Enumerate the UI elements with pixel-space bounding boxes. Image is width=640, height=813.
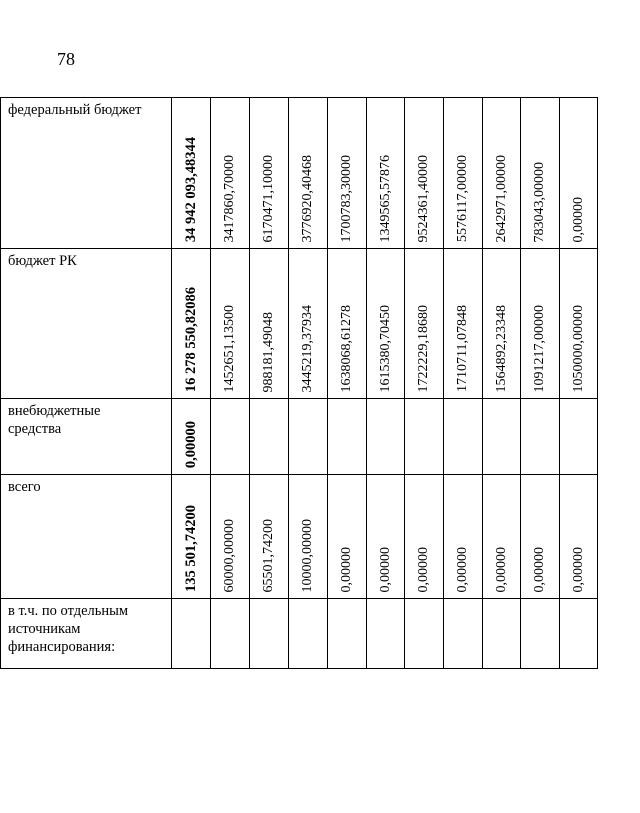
value-cell bbox=[444, 599, 483, 669]
value-cell bbox=[328, 475, 367, 599]
total-value: 0,00000 bbox=[183, 420, 199, 468]
value-cell bbox=[289, 599, 328, 669]
value-cell bbox=[521, 599, 560, 669]
row-label bbox=[1, 399, 172, 475]
value-cell bbox=[521, 399, 560, 475]
table-row-total bbox=[1, 475, 598, 599]
value-cell bbox=[328, 249, 367, 399]
value-cell bbox=[289, 399, 328, 475]
cell-value: 783043,00000 bbox=[532, 161, 547, 242]
value-cell bbox=[444, 475, 483, 599]
value-cell bbox=[328, 98, 367, 249]
value-cell bbox=[211, 399, 250, 475]
value-cell bbox=[211, 98, 250, 249]
financing-table bbox=[0, 97, 598, 669]
value-cell bbox=[560, 475, 598, 599]
cell-value: 0,00000 bbox=[570, 196, 586, 242]
total-cell bbox=[172, 98, 211, 249]
cell-value: 60000,00000 bbox=[222, 518, 237, 592]
cell-value: 0,00000 bbox=[570, 546, 586, 592]
cell-value: 3776920,40468 bbox=[300, 154, 315, 242]
value-cell bbox=[367, 599, 405, 669]
table-row-extrabudgetary bbox=[1, 399, 598, 475]
cell-value: 988181,49048 bbox=[261, 311, 276, 392]
cell-value: 1615380,70450 bbox=[377, 304, 393, 392]
value-cell bbox=[560, 399, 598, 475]
value-cell bbox=[211, 599, 250, 669]
value-cell bbox=[521, 249, 560, 399]
value-cell bbox=[289, 249, 328, 399]
cell-value: 1091217,00000 bbox=[532, 304, 547, 392]
total-value: 34 942 093,48344 bbox=[183, 136, 199, 242]
cell-value: 0,00000 bbox=[416, 546, 431, 592]
value-cell bbox=[250, 475, 289, 599]
value-cell bbox=[521, 98, 560, 249]
value-cell bbox=[250, 599, 289, 669]
row-label-line: финансирования: bbox=[8, 639, 116, 655]
row-label-line: в т.ч. по отдельным bbox=[8, 603, 129, 619]
row-label-line: всего bbox=[8, 479, 41, 495]
cell-value: 1710711,07848 bbox=[455, 305, 470, 392]
cell-value: 5576117,00000 bbox=[455, 155, 470, 242]
table-row-rk-budget bbox=[1, 249, 598, 399]
value-cell bbox=[367, 98, 405, 249]
value-cell bbox=[444, 399, 483, 475]
cell-value: 3417860,70000 bbox=[222, 154, 237, 242]
value-cell bbox=[405, 399, 444, 475]
row-label-line: внебюджетные bbox=[8, 403, 101, 419]
value-cell bbox=[328, 599, 367, 669]
value-cell bbox=[405, 599, 444, 669]
value-cell bbox=[289, 98, 328, 249]
cell-value: 1452651,13500 bbox=[222, 304, 237, 392]
total-cell bbox=[172, 249, 211, 399]
row-label-line: федеральный бюджет bbox=[8, 102, 142, 118]
value-cell bbox=[367, 399, 405, 475]
value-cell bbox=[250, 399, 289, 475]
value-cell bbox=[560, 599, 598, 669]
value-cell bbox=[250, 98, 289, 249]
cell-value: 65501,74200 bbox=[261, 518, 276, 592]
cell-value: 2642971,00000 bbox=[493, 154, 509, 242]
total-cell bbox=[172, 599, 211, 669]
value-cell bbox=[367, 249, 405, 399]
cell-value: 1050000,00000 bbox=[570, 304, 586, 392]
page-number: 78 bbox=[57, 49, 75, 69]
cell-value: 0,00000 bbox=[377, 546, 393, 592]
table-row-federal-budget bbox=[1, 98, 598, 249]
cell-value: 1700783,30000 bbox=[339, 154, 354, 242]
value-cell bbox=[289, 475, 328, 599]
value-cell bbox=[560, 249, 598, 399]
cell-value: 0,00000 bbox=[455, 546, 470, 592]
value-cell bbox=[250, 249, 289, 399]
total-cell bbox=[172, 475, 211, 599]
cell-value: 0,00000 bbox=[532, 546, 547, 592]
cell-value: 3445219,37934 bbox=[300, 304, 315, 392]
cell-value: 6170471,10000 bbox=[261, 154, 276, 242]
value-cell bbox=[483, 475, 521, 599]
value-cell bbox=[521, 475, 560, 599]
value-cell bbox=[405, 249, 444, 399]
value-cell bbox=[444, 98, 483, 249]
table-row-including-sources bbox=[1, 599, 598, 669]
value-cell bbox=[483, 399, 521, 475]
value-cell bbox=[328, 399, 367, 475]
row-label bbox=[1, 599, 172, 669]
cell-value: 1638068,61278 bbox=[339, 304, 354, 392]
row-label-line: средства bbox=[8, 421, 62, 437]
value-cell bbox=[483, 98, 521, 249]
value-cell bbox=[483, 249, 521, 399]
value-cell bbox=[444, 249, 483, 399]
row-label bbox=[1, 98, 172, 249]
row-label-line: источникам bbox=[8, 621, 81, 637]
cell-value: 0,00000 bbox=[493, 546, 509, 592]
value-cell bbox=[405, 475, 444, 599]
value-cell bbox=[211, 475, 250, 599]
row-label-line: бюджет РК bbox=[8, 253, 77, 269]
cell-value: 0,00000 bbox=[339, 546, 354, 592]
value-cell bbox=[405, 98, 444, 249]
value-cell bbox=[483, 599, 521, 669]
row-label bbox=[1, 475, 172, 599]
total-value: 16 278 550,82086 bbox=[183, 286, 199, 392]
cell-value: 9524361,40000 bbox=[416, 154, 431, 242]
value-cell bbox=[211, 249, 250, 399]
value-cell bbox=[560, 98, 598, 249]
value-cell bbox=[367, 475, 405, 599]
cell-value: 1564892,23348 bbox=[493, 304, 509, 392]
cell-value: 10000,00000 bbox=[300, 518, 315, 592]
cell-value: 1722229,18680 bbox=[416, 304, 431, 392]
total-value: 135 501,74200 bbox=[183, 505, 199, 592]
total-cell bbox=[172, 399, 211, 475]
row-label bbox=[1, 249, 172, 399]
cell-value: 1349565,57876 bbox=[377, 154, 393, 242]
